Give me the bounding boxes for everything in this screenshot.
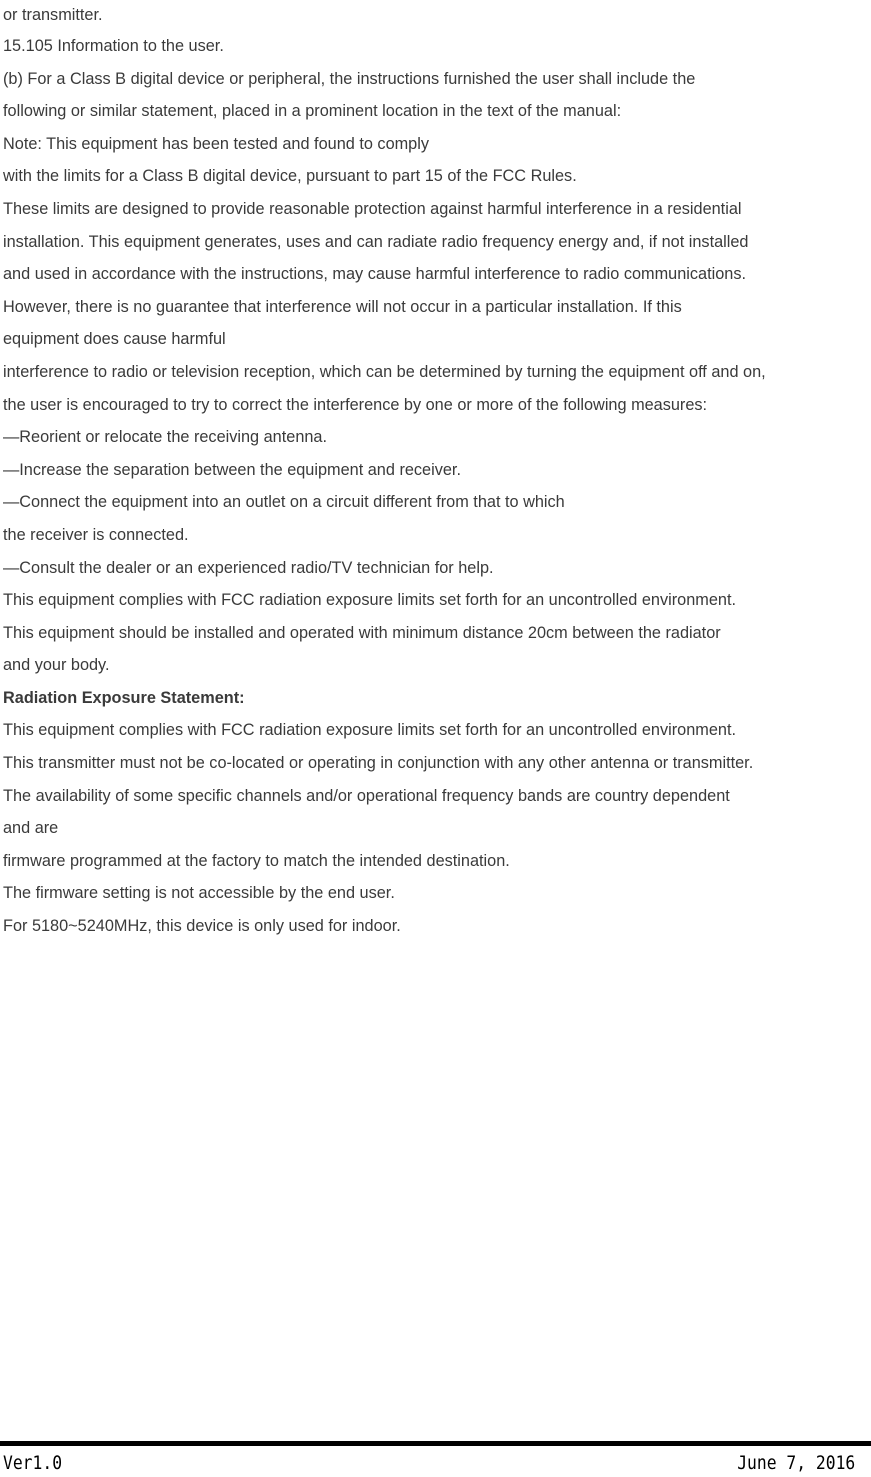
text-line: and are [3, 819, 59, 838]
text-line: (b) For a Class B digital device or peripheral, the instructions furnished the user shall include the [3, 69, 696, 88]
section-heading: 15.105 Information to the user. [3, 37, 224, 55]
text-line: However, there is no guarantee that interference will not occur in a particular installation. If this [3, 297, 682, 316]
text-line: This equipment complies with FCC radiation exposure limits set forth for an uncontrolled environment. [3, 721, 736, 740]
text-line: The availability of some specific channels and/or operational frequency bands are country dependent [3, 786, 730, 805]
text-line: interference to radio or television reception, which can be determined by turning the equipment off and on, [3, 362, 766, 381]
list-item: —Consult the dealer or an experienced radio/TV technician for help. [3, 558, 494, 577]
text-line: equipment does cause harmful [3, 330, 226, 349]
text-line: Note: This equipment has been tested and found to comply [3, 134, 429, 153]
text-line: and your body. [3, 656, 110, 675]
text-line: and used in accordance with the instructions, may cause harmful interference to radio communications. [3, 265, 746, 284]
text-line: or transmitter. [3, 6, 103, 24]
text-line: These limits are designed to provide reasonable protection against harmful interference in a residential [3, 199, 742, 218]
list-item: —Increase the separation between the equipment and receiver. [3, 460, 461, 479]
document-body [3, 0, 871, 943]
text-line: the receiver is connected. [3, 525, 189, 544]
footer-version: Ver1.0 [3, 1452, 63, 1474]
text-line: with the limits for a Class B digital device, pursuant to part 15 of the FCC Rules. [3, 167, 577, 186]
list-item: —Connect the equipment into an outlet on a circuit different from that to which [3, 493, 565, 512]
text-line: For 5180~5240MHz, this device is only used for indoor. [3, 917, 401, 936]
footer-divider [0, 1441, 871, 1446]
text-line: the user is encouraged to try to correct the interference by one or more of the following measures: [3, 395, 708, 414]
text-line: This equipment complies with FCC radiation exposure limits set forth for an uncontrolled environment. [3, 591, 736, 610]
text-line: following or similar statement, placed in a prominent location in the text of the manual: [3, 102, 622, 121]
list-item: —Reorient or relocate the receiving antenna. [3, 428, 328, 447]
text-line: This transmitter must not be co-located or operating in conjunction with any other antenna or transmitter. [3, 754, 754, 773]
section-heading: Radiation Exposure Statement: [3, 688, 245, 707]
text-line: firmware programmed at the factory to match the intended destination. [3, 851, 510, 870]
text-line: installation. This equipment generates, uses and can radiate radio frequency energy and, if not installed [3, 232, 749, 251]
text-line: The firmware setting is not accessible by the end user. [3, 884, 395, 903]
footer-date: June 7, 2016 [736, 1452, 855, 1474]
text-line: This equipment should be installed and operated with minimum distance 20cm between the radiator [3, 623, 721, 642]
